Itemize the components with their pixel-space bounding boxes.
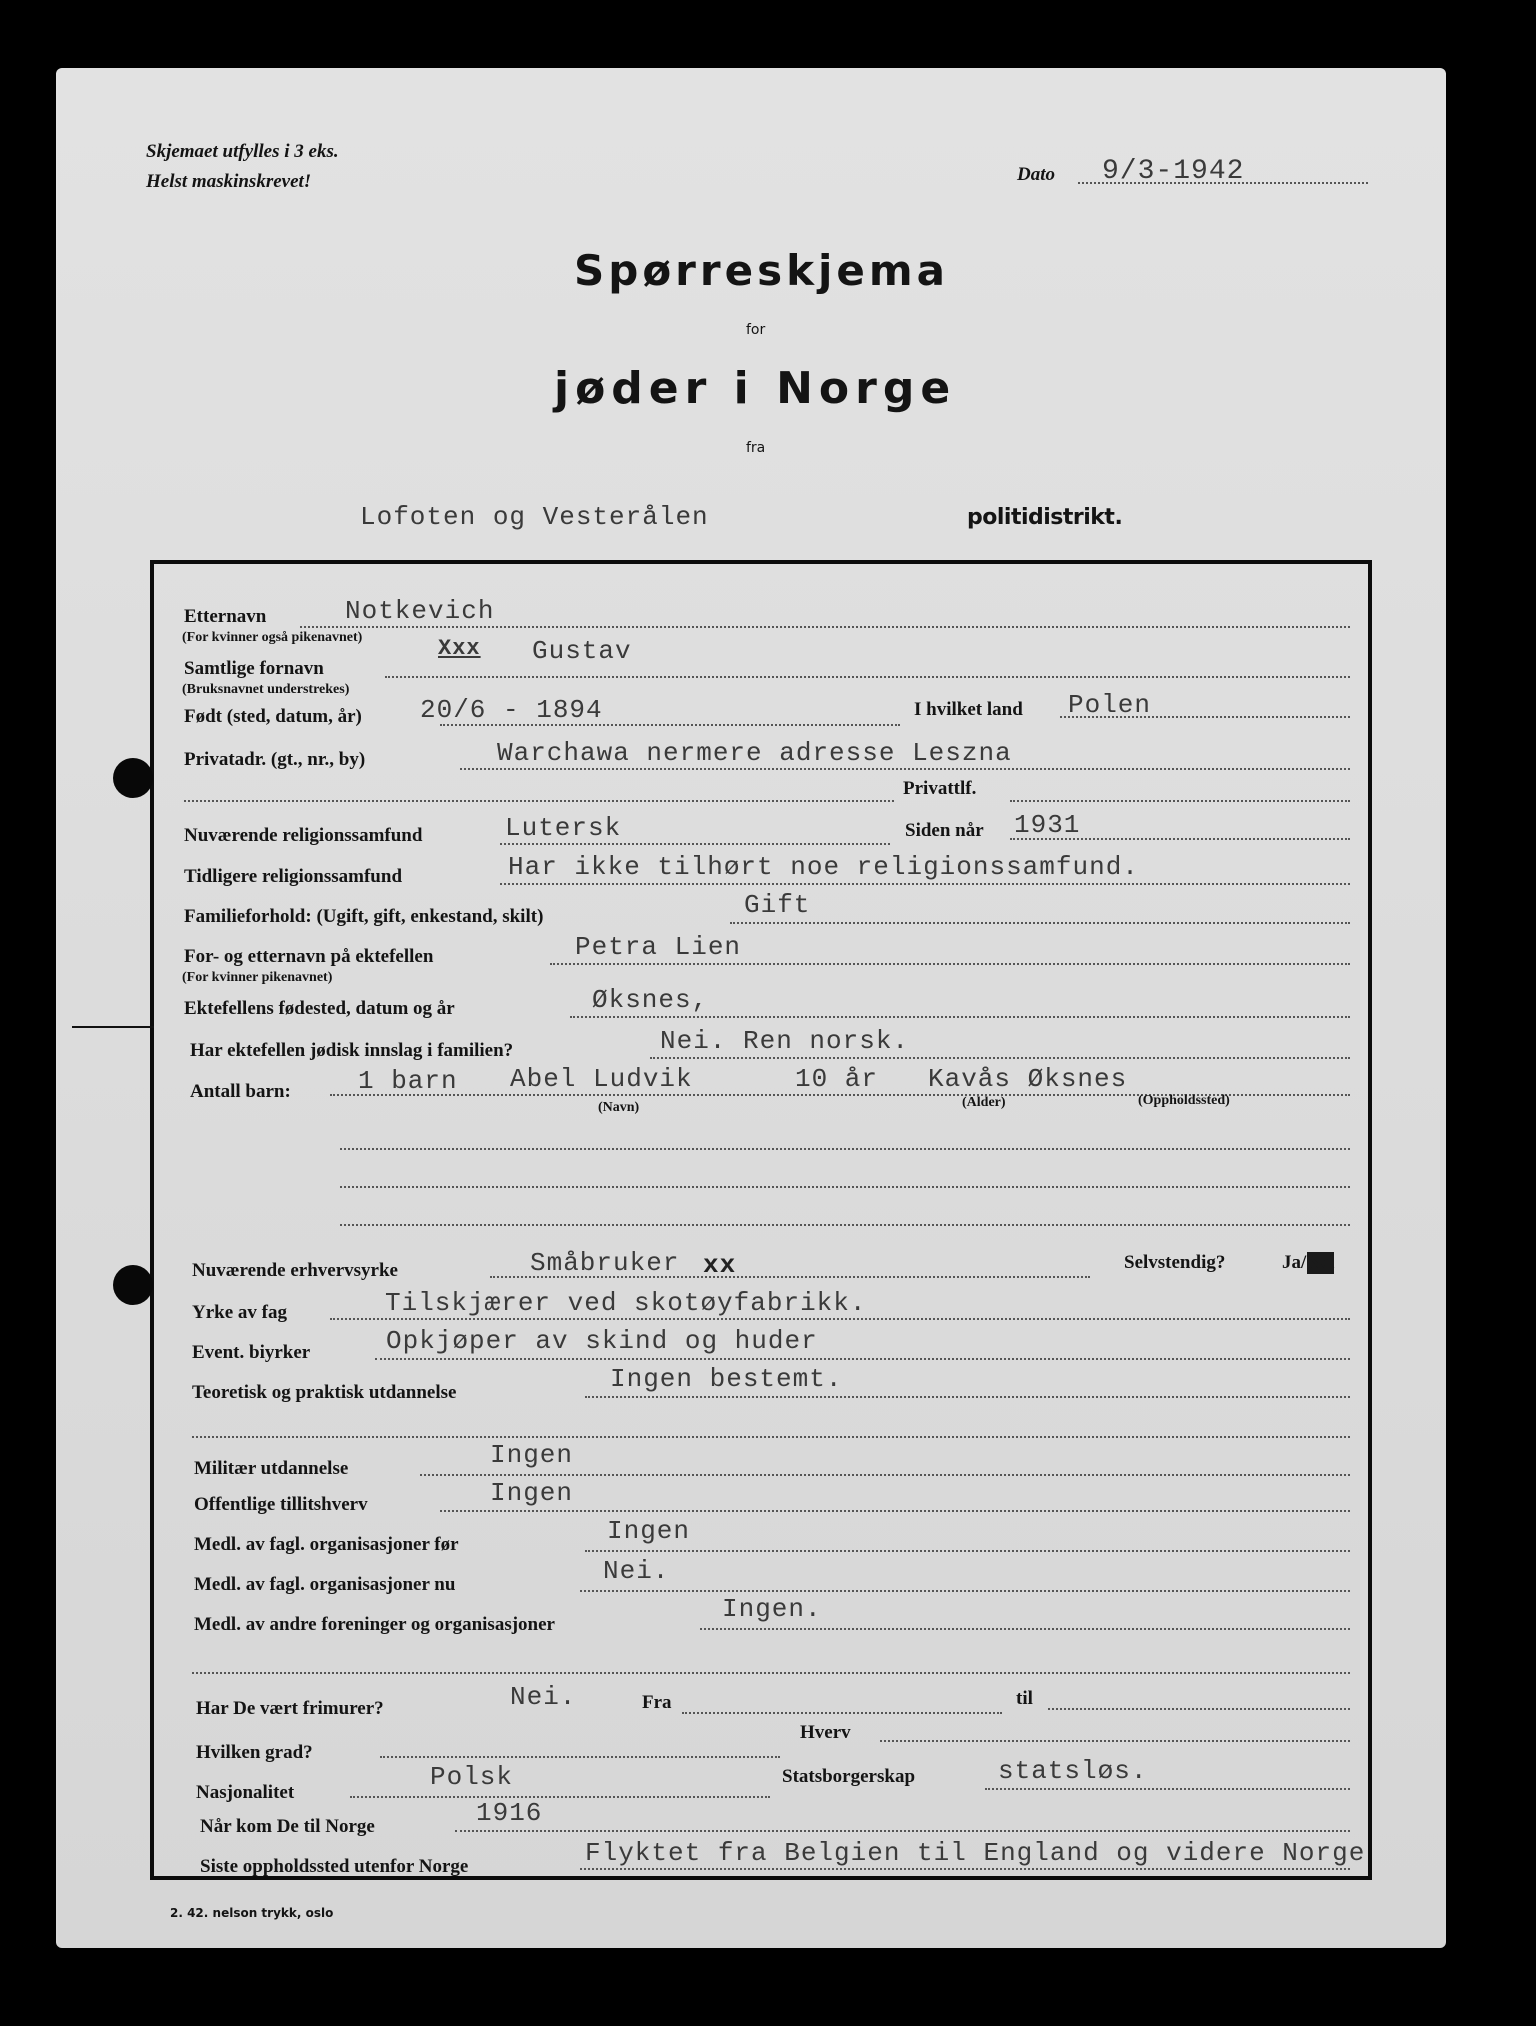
dotline: [350, 1796, 770, 1798]
label-siden-naar: Siden når: [905, 820, 984, 841]
label-yrke: Yrke av fag: [192, 1302, 287, 1323]
label-privatadr: Privatadr. (gt., nr., by): [184, 749, 366, 770]
dotline: [420, 1474, 1350, 1476]
label-militaer: Militær utdannelse: [194, 1458, 349, 1479]
label-familie: Familieforhold: (Ugift, gift, enkestand, skilt): [184, 906, 544, 927]
value-privatadr: Warchawa nermere adresse Leszna: [497, 738, 1012, 768]
label-fagl-nu: Medl. av fagl. organisasjoner nu: [194, 1574, 456, 1595]
value-fodt: 20/6 - 1894: [420, 695, 603, 725]
value-siste-opphold: Flyktet fra Belgien til England og videre Norge: [585, 1838, 1366, 1868]
dotline: [580, 1868, 1350, 1870]
value-nasjonalitet: Polsk: [430, 1762, 514, 1792]
value-fra: [682, 1712, 1002, 1714]
label-andre-foren: Medl. av andre foreninger og organisasjoner: [194, 1614, 555, 1635]
note-ektefelle-navn: (For kvinner pikenavnet): [182, 970, 333, 985]
dotline: [580, 1590, 1350, 1592]
value-fagl-nu: Nei.: [603, 1556, 670, 1586]
date-label: Dato: [1017, 164, 1055, 185]
selvstendig-options: Ja/: [1282, 1252, 1307, 1273]
dotline: [330, 1318, 1350, 1320]
dotline: [570, 1016, 1350, 1018]
label-religion-naa: Nuværende religionssamfund: [184, 825, 423, 846]
instruction-typewritten: Helst maskinskrevet!: [146, 171, 312, 192]
value-barn-name: Abel Ludvik: [510, 1064, 693, 1094]
dotline: [375, 1358, 1350, 1360]
selvstendig-struck: Nei: [1307, 1252, 1335, 1273]
label-grad: Hvilken grad?: [196, 1742, 313, 1763]
form-subject: jøder i Norge: [554, 363, 957, 414]
value-barn-count: 1 barn: [358, 1066, 458, 1096]
dotline: [184, 800, 894, 802]
date-value: 9/3-1942: [1102, 156, 1245, 187]
dotline: [440, 1510, 1350, 1512]
note-etternavn: (For kvinner også pikenavnet): [182, 630, 363, 645]
note-fornavn: (Bruksnavnet understrekes): [182, 682, 350, 697]
value-siden-naar: 1931: [1014, 810, 1081, 840]
label-frimurer: Har De vært frimurer?: [196, 1698, 384, 1719]
barn-line-4: [340, 1224, 1350, 1226]
label-fodt: Født (sted, datum, år): [184, 706, 362, 727]
title-fra: fra: [746, 440, 766, 456]
col-oppholdssted: (Oppholdssted): [1138, 1093, 1230, 1108]
district-value: Lofoten og Vesterålen: [360, 502, 709, 532]
dotline: [550, 963, 1350, 965]
label-erhverv: Nuværende erhvervsyrke: [192, 1260, 398, 1281]
value-fagl-for: Ingen: [607, 1516, 691, 1546]
punch-hole-bottom: [113, 1265, 153, 1305]
dotline: [490, 1276, 1090, 1278]
label-land: I hvilket land: [914, 699, 1023, 720]
label-tillitshverv: Offentlige tillitshverv: [194, 1494, 368, 1515]
dotline: [585, 1550, 1350, 1552]
label-fornavn: Samtlige fornavn: [184, 658, 324, 679]
value-statsborgerskap: statsløs.: [998, 1756, 1148, 1786]
value-grad: [380, 1756, 780, 1758]
value-til: [1048, 1708, 1350, 1710]
value-erhverv: Småbruker: [530, 1248, 680, 1278]
dotline: [585, 1396, 1350, 1398]
value-kom-norge: 1916: [476, 1798, 543, 1828]
value-militaer: Ingen: [490, 1440, 574, 1470]
value-hverv: [880, 1740, 1350, 1742]
label-privattlf: Privattlf.: [903, 778, 977, 799]
value-biyrker: Opkjøper av skind og huder: [386, 1326, 818, 1356]
instruction-copies: Skjemaet utfylles i 3 eks.: [146, 141, 339, 162]
value-barn-place: Kavås Øksnes: [928, 1064, 1128, 1094]
fold-line: [72, 1026, 154, 1028]
value-fornavn-struck: Xxx: [438, 636, 481, 661]
dotline: [500, 843, 890, 845]
label-selvstendig: Selvstendig?: [1124, 1252, 1226, 1273]
barn-line-3: [340, 1186, 1350, 1188]
dotline: [460, 768, 1350, 770]
title-for: for: [746, 322, 766, 338]
value-utdannelse: Ingen bestemt.: [610, 1364, 843, 1394]
label-etternavn: Etternavn: [184, 606, 267, 627]
label-fagl-for: Medl. av fagl. organisasjoner før: [194, 1534, 459, 1555]
value-etternavn: Notkevich: [345, 596, 495, 626]
label-biyrker: Event. biyrker: [192, 1342, 311, 1363]
value-familie: Gift: [744, 890, 811, 920]
label-nasjonalitet: Nasjonalitet: [196, 1782, 295, 1803]
col-navn: (Navn): [598, 1100, 640, 1115]
value-barn-age: 10 år: [795, 1064, 879, 1094]
value-tillitshverv: Ingen: [490, 1478, 574, 1508]
dotline: [1060, 716, 1350, 718]
dotline: [385, 676, 1350, 678]
date-dotline: [1078, 182, 1368, 184]
dotline: [730, 922, 1350, 924]
label-statsborgerskap: Statsborgerskap: [782, 1766, 916, 1787]
utdannelse-line-2: [192, 1436, 1350, 1438]
andre-foren-line-2: [192, 1672, 1350, 1674]
dotline: [1010, 838, 1350, 840]
label-fra: Fra: [642, 1692, 672, 1713]
value-ektefelle-navn: Petra Lien: [575, 932, 742, 962]
label-ektefelle-navn: For- og etternavn på ektefellen: [184, 946, 434, 967]
label-barn: Antall barn:: [190, 1081, 291, 1102]
dotline: [300, 626, 1350, 628]
value-erhverv-struck: xx: [703, 1250, 737, 1280]
value-ektefelle-fodested: Øksnes,: [592, 985, 709, 1015]
value-religion-naa: Lutersk: [505, 813, 622, 843]
value-ektefelle-jodisk: Nei. Ren norsk.: [660, 1026, 910, 1056]
barn-line-2: [340, 1148, 1350, 1150]
label-religion-tidl: Tidligere religionssamfund: [184, 866, 403, 887]
label-ektefelle-jodisk: Har ektefellen jødisk innslag i familien?: [190, 1040, 514, 1061]
dotline: [700, 1628, 1350, 1630]
label-utdannelse: Teoretisk og praktisk utdannelse: [192, 1382, 457, 1403]
dotline: [650, 1057, 1350, 1059]
value-land: Polen: [1068, 690, 1152, 720]
value-fornavn: Gustav: [532, 636, 632, 666]
value-yrke: Tilskjærer ved skotøyfabrikk.: [385, 1288, 867, 1318]
label-siste-opphold: Siste oppholdssted utenfor Norge: [200, 1856, 469, 1877]
value-privattlf: [1010, 800, 1350, 802]
label-kom-norge: Når kom De til Norge: [200, 1816, 375, 1837]
label-ektefelle-fodested: Ektefellens fødested, datum og år: [184, 998, 455, 1019]
value-andre-foren: Ingen.: [722, 1594, 822, 1624]
dotline: [985, 1788, 1350, 1790]
punch-hole-top: [113, 758, 153, 798]
form-title: Spørreskjema: [574, 246, 949, 295]
col-alder: (Alder): [962, 1095, 1006, 1110]
value-frimurer: Nei.: [510, 1682, 577, 1712]
label-hverv: Hverv: [800, 1722, 851, 1743]
dotline: [440, 724, 900, 726]
dotline: [500, 883, 1350, 885]
printer-imprint: 2. 42. nelson trykk, oslo: [170, 1906, 334, 1920]
value-religion-tidl: Har ikke tilhørt noe religionssamfund.: [508, 852, 1139, 882]
dotline: [455, 1830, 1350, 1832]
label-til: til: [1016, 1688, 1033, 1709]
district-label: politidistrikt.: [967, 505, 1123, 530]
